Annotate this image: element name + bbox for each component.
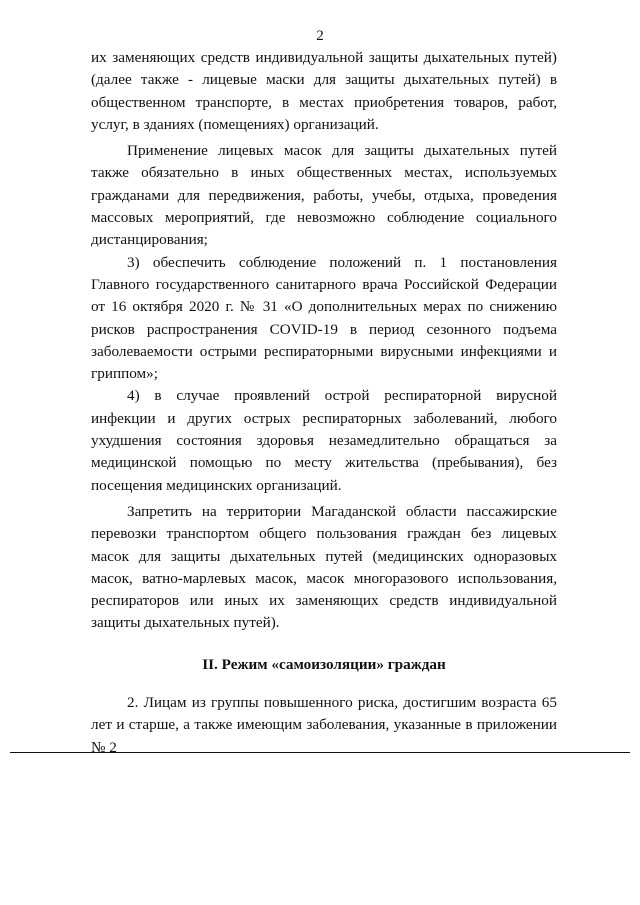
paragraph-continuation: их заменяющих средств индивидуальной защиты дыхательных путей) (далее также - лицевые маски для защиты дыхательных путей) в общественном транспорте, в местах приобретения товаров, работ, услуг, в зданиях (помещениях) организаций. [91,49,557,133]
paragraph-high-risk-group: 2. Лицам из группы повышенного риска, достигшим возраста 65 лет и старше, а также имеющим заболевания, указанные в приложении № 2 [91,694,557,756]
page-number: 2 [316,28,324,44]
document-body [91,47,557,759]
paragraph-face-masks: Применение лицевых масок для защиты дыхательных путей также обязательно в иных общественных местах, используемых гражданами для передвижения, работы, учебы, отдыха, проведения массовых мероприятий, где невозможно соблюдение социального дистанцирования; [91,142,557,249]
paragraph-item-4: 4) в случае проявлений острой респираторной вирусной инфекции и других острых респираторных заболеваний, любого ухудшения состояния здоровья незамедлительно обращаться за медицинской помощью по месту жительства (пребывания), без посещения медицинских организаций. [91,387,557,494]
footer-divider [10,752,630,753]
section-heading: II. Режим «самоизоляции» граждан [202,655,446,673]
paragraph-item-3: 3) обеспечить соблюдение положений п. 1 постановления Главного государственного санитарного врача Российской Федерации от 16 октября 2020 г. № 31 «О дополнительных мерах по снижению рисков распространения COVID-19 в период сезонного подъема заболеваемости острыми респираторными вирусными инфекциями и гриппом»; [91,253,557,383]
paragraph-transport-ban: Запретить на территории Магаданской области пассажирские перевозки транспортом общего пользования граждан без лицевых масок для защиты дыхательных путей (медицинских одноразовых масок, ватно-марлевых масок, масок многоразового использования, респираторов или иных их заменяющих средств индивидуальной защиты дыхательных путей). [91,502,557,632]
